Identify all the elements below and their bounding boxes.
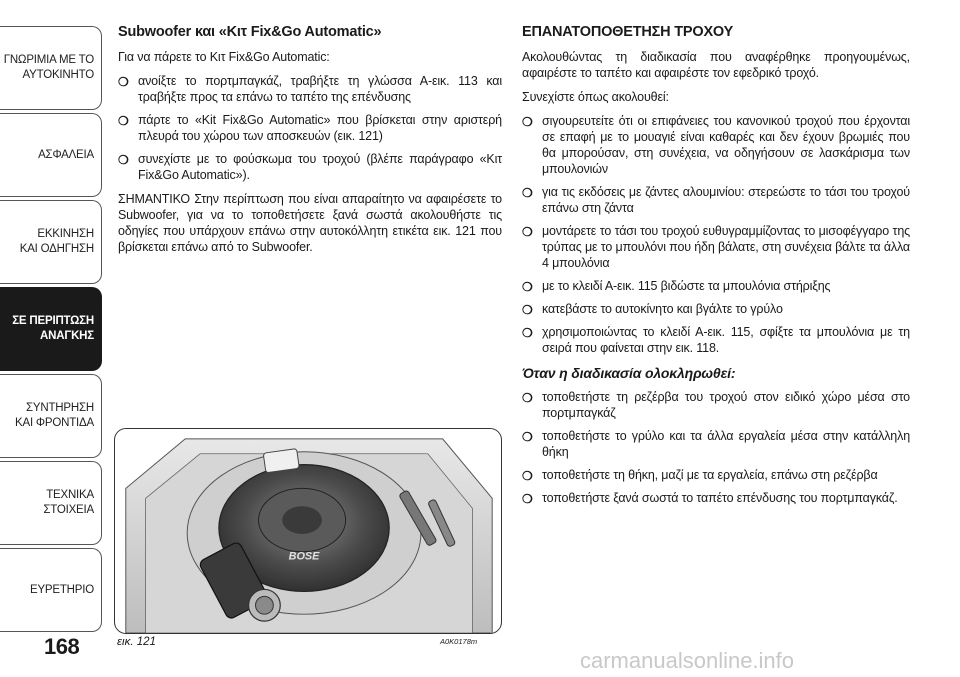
tab-starting-driving[interactable]	[0, 200, 102, 284]
tab-label: ΑΣΦΑΛΕΙΑ	[38, 148, 94, 161]
list-item	[522, 389, 910, 421]
left-intro: Για να πάρετε το Κιτ Fix&Go Automatic:	[118, 50, 330, 64]
left-column	[118, 24, 502, 263]
right-bullet-list	[522, 113, 910, 356]
tab-emergency[interactable]	[0, 287, 102, 371]
list-item	[522, 324, 910, 356]
bullet-icon: ❍	[522, 186, 533, 200]
list-item	[522, 467, 910, 483]
list-item	[522, 428, 910, 460]
tab-label: ΓΝΩΡΙΜΙΑ ΜΕ ΤΟ ΑΥΤΟΚΙΝΗΤΟ	[3, 54, 94, 81]
list-item-text: κατεβάστε το αυτοκίνητο και βγάλτε το γρύλο	[542, 302, 783, 316]
list-item	[522, 301, 910, 317]
right-continue: Συνεχίστε όπως ακολουθεί:	[522, 90, 669, 104]
bullet-icon: ❍	[118, 75, 129, 89]
list-item-text: τοποθετήστε τη θήκη, μαζί με τα εργαλεία, επάνω στη ρεζέρβα	[542, 468, 878, 482]
list-item-text: για τις εκδόσεις με ζάντες αλουμινίου: στερεώστε το τάσι του τροχού επάνω στη ζάντα	[542, 185, 910, 215]
bullet-icon: ❍	[522, 225, 533, 239]
list-item	[522, 490, 910, 506]
list-item-text: χρησιμοποιώντας το κλειδί Α-εικ. 115, σφίξτε τα μπουλόνια με τη σειρά που φαίνεται στην εικ. 118.	[542, 325, 910, 355]
tab-vehicle-intro[interactable]	[0, 26, 102, 110]
bullet-icon: ❍	[522, 492, 533, 506]
list-item	[522, 184, 910, 216]
tab-label: ΣΕ ΠΕΡΙΠΤΩΣΗ ΑΝΑΓΚΗΣ	[12, 315, 94, 342]
bullet-icon: ❍	[522, 391, 533, 405]
tab-label: ΤΕΧΝΙΚΑ ΣΤΟΙΧΕΙΑ	[43, 489, 94, 516]
list-item	[522, 113, 910, 177]
right-bullet-list-2	[522, 389, 910, 506]
bullet-icon: ❍	[522, 430, 533, 444]
section-title-subwoofer: Subwoofer και «Κιτ Fix&Go Automatic»	[118, 24, 382, 40]
list-item	[522, 278, 910, 294]
subwoofer-illustration	[115, 429, 501, 633]
watermark: carmanualsonline.info	[580, 648, 795, 673]
list-item	[118, 112, 502, 144]
bullet-icon: ❍	[118, 153, 129, 167]
tab-safety[interactable]	[0, 113, 102, 197]
figure-code: A0K0178m	[440, 637, 478, 646]
right-column	[522, 24, 910, 514]
tab-label: ΣΥΝΤΗΡΗΣΗ ΚΑΙ ΦΡΟΝΤΙΔΑ	[15, 402, 94, 429]
tab-label: ΕΥΡΕΤΗΡΙΟ	[29, 583, 94, 596]
list-item-text: τοποθετήστε το γρύλο και τα άλλα εργαλεία μέσα στην κατάλληλη θήκη	[542, 429, 910, 459]
bullet-icon: ❍	[522, 303, 533, 317]
list-item-text: ανοίξτε το πορτμπαγκάζ, τραβήξτε τη γλώσσα Α-εικ. 113 και τραβήξτε προς τα επάνω το ταπέτο της επένδυσης	[138, 74, 502, 104]
important-note: ΣΗΜΑΝΤΙΚΟ Στην περίπτωση που είναι απαραίτητο να αφαιρέσετε το Subwoofer, για να το τοποθετήσετε ξανά σωστά ακολουθήστε τις οδηγίες που υπάρχουν επάνω στην αυτοκόλλητη ετικέτα εικ. 121 που βρίσκεται επάνω από το Subwoofer.	[118, 192, 502, 254]
bullet-icon: ❍	[522, 326, 533, 340]
bullet-icon: ❍	[522, 469, 533, 483]
section-title-wheel-refit: ΕΠΑΝΑΤΟΠΟΘΕΤΗΣΗ ΤΡΟΧΟΥ	[522, 24, 734, 40]
subsection-title-completion: Όταν η διαδικασία ολοκληρωθεί:	[522, 365, 736, 381]
list-item	[118, 151, 502, 183]
list-item-text: πάρτε το «Kit Fix&Go Automatic» που βρίσκεται στην αριστερή πλευρά του χώρου των αποσκευών (εικ. 121)	[138, 113, 502, 143]
brand-label: BOSE	[288, 550, 320, 563]
figure-subwoofer-illustration	[114, 428, 502, 634]
left-bullet-list	[118, 73, 502, 183]
list-item	[118, 73, 502, 105]
page-number: 168	[44, 634, 80, 659]
list-item-text: τοποθετήστε ξανά σωστά το ταπέτο επένδυσης του πορτμπαγκάζ.	[542, 491, 898, 505]
list-item-text: συνεχίστε με το φούσκωμα του τροχού (βλέπε παράγραφο «Κιτ Fix&Go Automatic»).	[138, 152, 502, 182]
right-intro: Ακολουθώντας τη διαδικασία που αναφέρθηκε προηγουμένως, αφαιρέστε το ταπέτο και αφαιρέστε τον εφεδρικό τροχό.	[522, 50, 910, 80]
tab-maintenance[interactable]	[0, 374, 102, 458]
list-item-text: με το κλειδί Α-εικ. 115 βιδώστε τα μπουλόνια στήριξης	[542, 279, 831, 293]
bullet-icon: ❍	[522, 280, 533, 294]
bullet-icon: ❍	[522, 115, 533, 129]
tab-label: ΕΚΚΙΝΗΣΗ ΚΑΙ ΟΔΗΓΗΣΗ	[19, 228, 94, 255]
list-item-text: μοντάρετε το τάσι του τροχού ευθυγραμμίζοντας το μισοφέγγαρο της τρύπας με το μπουλόνι που ήδη βάλατε, στη συνέχεια βάλτε τα άλλα 4 μπουλόνια	[542, 224, 910, 270]
bullet-icon: ❍	[118, 114, 129, 128]
list-item	[522, 223, 910, 271]
list-item-text: σιγουρευτείτε ότι οι επιφάνειες του κανονικού τροχού που έρχονται σε επαφή με το μουαγιέ είναι καθαρές και δεν έχουν βρωμιές που θα μπορούσαν, στη συνέχεια, να οδηγήσουν σε λασκάρισμα των μπουλονιών	[542, 114, 910, 176]
list-item-text: τοποθετήστε τη ρεζέρβα του τροχού στον ειδικό χώρο μέσα στο πορτμπαγκάζ	[542, 390, 910, 420]
tab-technical-data[interactable]	[0, 461, 102, 545]
tab-index[interactable]	[0, 548, 102, 632]
figure-caption: εικ. 121	[117, 636, 156, 648]
